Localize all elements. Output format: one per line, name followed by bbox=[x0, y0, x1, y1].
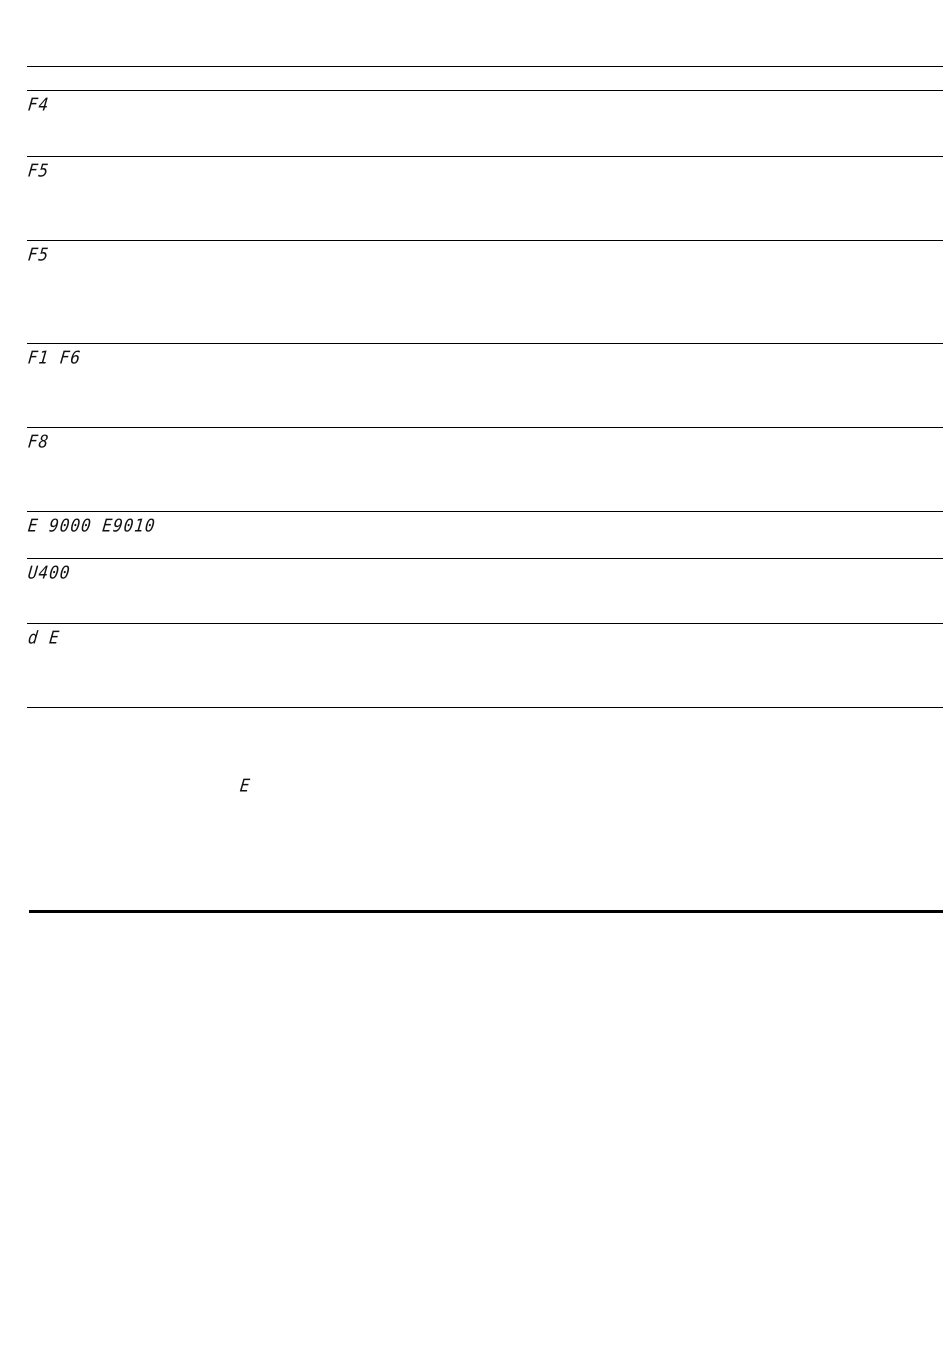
error-code-f4: F4 bbox=[26, 93, 51, 115]
row-divider bbox=[27, 90, 943, 91]
row-divider bbox=[27, 427, 943, 428]
table-bottom-rule bbox=[27, 707, 943, 708]
error-code-f5: F5 bbox=[26, 159, 51, 181]
error-code-e9000-e9010: E 9000 E9010 bbox=[26, 514, 157, 536]
row-divider bbox=[27, 343, 943, 344]
table-top-rule bbox=[27, 66, 943, 67]
error-code-de: d E bbox=[26, 626, 62, 648]
note-display-symbol: E bbox=[238, 774, 251, 796]
error-code-f1-f6: F1 F6 bbox=[26, 346, 83, 368]
error-code-u400: U400 bbox=[26, 561, 72, 583]
error-code-f5-second: F5 bbox=[26, 243, 51, 265]
footer-rule bbox=[29, 910, 943, 913]
row-divider bbox=[27, 240, 943, 241]
row-divider bbox=[27, 156, 943, 157]
row-divider bbox=[27, 623, 943, 624]
row-divider bbox=[27, 511, 943, 512]
row-divider bbox=[27, 558, 943, 559]
error-code-f8: F8 bbox=[26, 430, 51, 452]
